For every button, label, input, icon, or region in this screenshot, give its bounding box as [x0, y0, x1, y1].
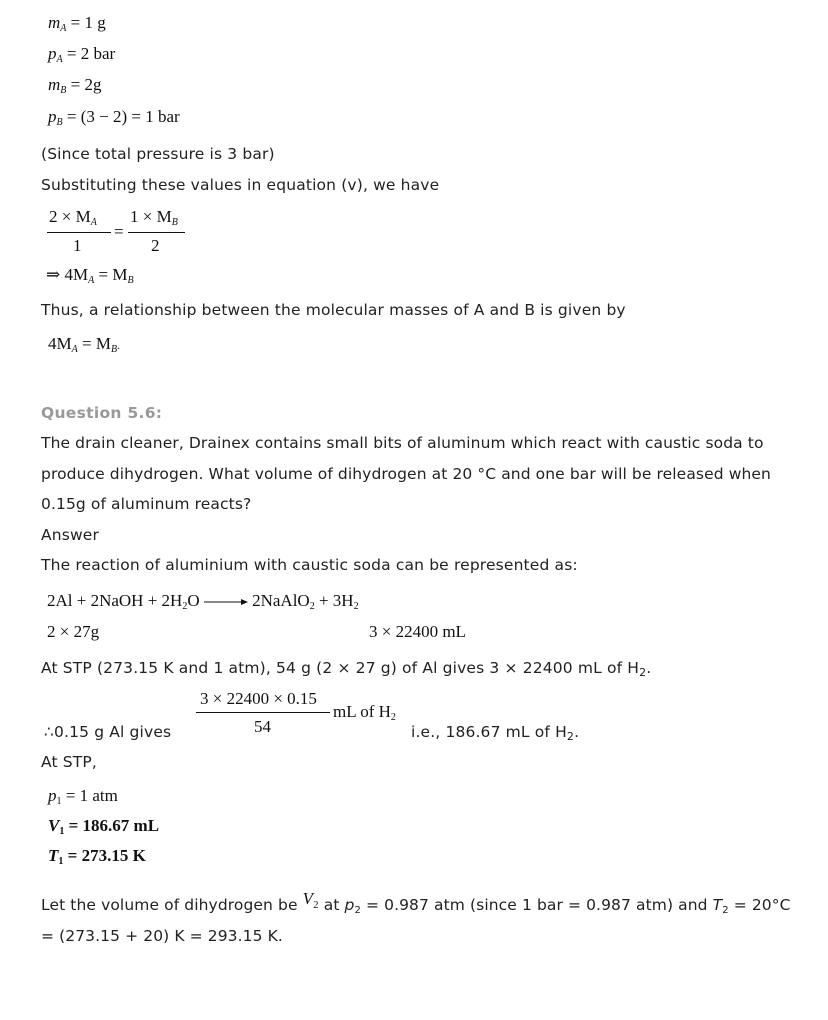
reaction-arrow	[204, 597, 248, 607]
question-body: The drain cleaner, Drainex contains small bits of aluminum which react with caustic soda to produce dihydrogen. What volume of dihydrogen at 20 °C and one bar will be released when 0.15g of aluminum reacts?	[41, 434, 771, 513]
al-gives-unit: mL of $H_2$	[333, 702, 396, 723]
stp-p1: $p_1 = 1$ atm	[48, 786, 118, 807]
eq1-right-denominator: 2	[151, 236, 160, 255]
stp-T1: $T_1 = 273.15$ K	[48, 846, 146, 867]
eq1-right-bar	[128, 232, 185, 233]
al-gives-numerator: 3 × 22400 × 0.15	[200, 689, 317, 708]
eq1-left-bar	[47, 232, 111, 233]
thus-relation-text: Thus, a relationship between the molecular masses of A and B is given by	[41, 301, 626, 319]
answer-label: Answer	[41, 526, 99, 544]
since-total-text: (Since total pressure is 3 bar)	[41, 145, 275, 163]
equation-result: $4M_A = M_B$.	[48, 334, 121, 355]
stp-V1: $V_1 = 186.67$ mL	[48, 816, 160, 837]
eq1-left-numerator: $2 \times M_A$	[49, 207, 97, 228]
reaction-under-left: 2 × 27g	[47, 622, 100, 641]
given-mB: $m_B = 2g$	[48, 75, 102, 96]
final-paragraph: Let the volume of dihydrogen be $V_2$ at $p_2 = 0.987$ atm (since 1 bar = 0.987 atm) and $T_2 = 20^\circ C = (273.15 + 20) K = 293.15$ K.	[41, 889, 791, 945]
equation-implies: ⇒ $4M_A = M_B$	[46, 265, 134, 286]
al-gives-text: ∴0.15 g Al gives	[44, 723, 172, 741]
ie-text: i.e., 186.67 mL of $H_2$.	[411, 723, 580, 743]
given-pA: $p_A = 2$ bar	[48, 44, 116, 65]
given-pB: $p_B = (3 - 2) = 1$ bar	[48, 107, 180, 128]
reaction-equation: 2Al + 2NaOH + $2H_2O$ 2NaAlO$_2$ + $3H_2$	[47, 591, 359, 612]
al-gives-denominator: 54	[254, 717, 271, 736]
given-mA: $m_A = 1$ g	[48, 13, 106, 34]
reaction-intro-text: The reaction of aluminium with caustic soda can be represented as:	[41, 556, 578, 574]
question-title: Question 5.6:	[41, 404, 163, 422]
at-stp-text: At STP,	[41, 753, 97, 771]
eq1-right-numerator: $1 \times M_B$	[130, 207, 178, 228]
reaction-under-right: 3 × 22400 mL	[369, 622, 466, 641]
eq1-left-denominator: 1	[73, 236, 82, 255]
stp-line: At STP (273.15 K and 1 atm), 54 g (2 × 27 g) of Al gives 3 × 22400 mL of $H_2$.	[41, 659, 652, 679]
al-gives-bar	[196, 712, 330, 713]
eq1-equals: =	[114, 222, 124, 241]
substituting-text: Substituting these values in equation (v), we have	[41, 176, 440, 194]
